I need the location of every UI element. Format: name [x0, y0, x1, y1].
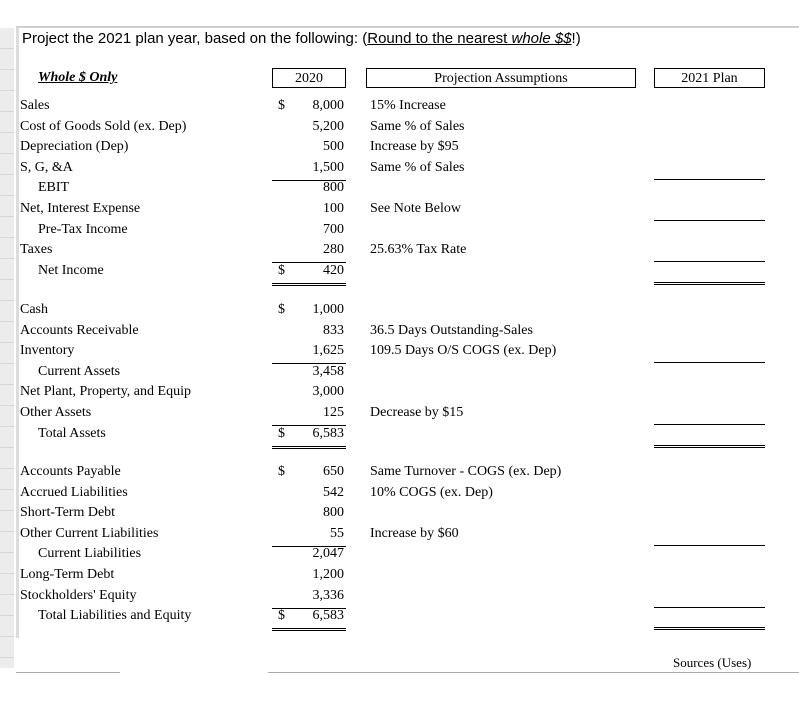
row-label: Current Assets [38, 363, 121, 379]
row-label: Cost of Goods Sold (ex. Dep) [20, 118, 187, 134]
row-label: Inventory [20, 343, 75, 359]
value-2020-cell[interactable] [272, 485, 346, 505]
row-label: Net Plant, Property, and Equip [20, 384, 191, 400]
row-label: Short-Term Debt [20, 505, 116, 521]
value-2020: 3,336 [312, 587, 344, 603]
row-label: Other Assets [20, 405, 92, 420]
assets-row [20, 343, 780, 363]
plan-2021-input-cell[interactable] [654, 445, 765, 448]
income-row [20, 242, 780, 262]
bottom-border-left [16, 672, 120, 673]
title-underlined: Round to the nearest whole $$ [367, 30, 572, 47]
liabilities-row [20, 485, 780, 505]
row-label: Accrued Liabilities [20, 484, 128, 500]
value-2020: 6,583 [312, 425, 344, 441]
row-label: Total Assets [38, 425, 106, 441]
value-2020: 650 [323, 464, 344, 479]
liabilities-row [20, 608, 780, 628]
income-row [20, 180, 780, 200]
value-2020: 500 [323, 139, 344, 155]
projection-assumption: Same % of Sales [370, 118, 465, 134]
row-label: Cash [20, 302, 48, 317]
value-2020-cell[interactable] [272, 505, 346, 525]
projection-assumptions-header: Projection Assumptions [366, 68, 636, 88]
instructions-title: Project the 2021 plan year, based on the following: (Round to the nearest whole $$!) [22, 30, 581, 47]
value-2020-cell[interactable] [272, 263, 346, 286]
row-label: Net Income [38, 262, 104, 278]
value-2020-cell[interactable] [272, 323, 346, 343]
value-2020-cell[interactable] [272, 201, 346, 221]
value-2020-cell[interactable] [272, 242, 346, 263]
value-2020: 833 [323, 322, 344, 338]
projection-assumption: 15% Increase [370, 98, 446, 113]
plan-2021-input-cell[interactable] [654, 627, 765, 630]
left-border [16, 28, 19, 638]
value-2020: 6,583 [312, 608, 344, 624]
value-2020-cell[interactable] [272, 588, 346, 609]
liabilities-row [20, 567, 780, 587]
value-2020-cell[interactable] [272, 180, 346, 200]
plan-2021-input-cell[interactable] [654, 282, 765, 285]
value-2020: 1,500 [312, 159, 344, 175]
projection-assumption: Decrease by $15 [370, 405, 464, 420]
value-2020: 800 [323, 505, 344, 521]
income-row [20, 263, 780, 283]
row-header-strip [0, 28, 14, 668]
income-row [20, 201, 780, 221]
value-2020-cell[interactable] [272, 98, 346, 118]
value-2020-cell[interactable] [272, 160, 346, 181]
value-2020: 5,200 [312, 118, 344, 134]
dollar-sign: $ [278, 608, 285, 624]
liabilities-row [20, 505, 780, 525]
year-2020-header: 2020 [272, 68, 346, 88]
value-2020-cell[interactable] [272, 222, 346, 242]
dollar-sign: $ [278, 425, 285, 441]
row-label: Accounts Receivable [20, 322, 139, 338]
dollar-sign: $ [278, 262, 285, 278]
assets-row [20, 323, 780, 343]
value-2020: 1,200 [312, 567, 344, 582]
projection-assumption: Increase by $95 [370, 139, 459, 155]
value-2020: 420 [323, 262, 344, 278]
income-row [20, 160, 780, 180]
liabilities-row [20, 526, 780, 546]
value-2020-cell[interactable] [272, 426, 346, 449]
liabilities-row [20, 588, 780, 608]
assets-row [20, 384, 780, 404]
liabilities-row [20, 464, 780, 484]
projection-assumption: Same Turnover - COGS (ex. Dep) [370, 464, 562, 479]
value-2020: 700 [323, 221, 344, 237]
projection-assumption: 36.5 Days Outstanding-Sales [370, 322, 533, 338]
value-2020-cell[interactable] [272, 343, 346, 364]
row-label: Sales [20, 98, 50, 113]
projection-assumption: 109.5 Days O/S COGS (ex. Dep) [370, 343, 557, 359]
whole-dollars-header: Whole $ Only [38, 70, 118, 85]
value-2020: 125 [323, 405, 344, 420]
value-2020-cell[interactable] [272, 364, 346, 384]
income-row [20, 98, 780, 118]
assets-row [20, 405, 780, 425]
value-2020: 280 [323, 242, 344, 258]
liabilities-row [20, 546, 780, 566]
projection-assumption: 10% COGS (ex. Dep) [370, 484, 493, 500]
value-2020: 1,625 [312, 343, 344, 359]
income-row [20, 119, 780, 139]
top-divider [16, 26, 799, 28]
value-2020-cell[interactable] [272, 567, 346, 587]
bottom-border-right [268, 672, 799, 673]
row-label: Pre-Tax Income [38, 221, 128, 237]
dollar-sign: $ [278, 464, 285, 479]
assets-row [20, 426, 780, 446]
value-2020: 8,000 [312, 98, 344, 113]
value-2020-cell[interactable] [272, 526, 346, 547]
sources-uses-label: Sources (Uses) [673, 655, 752, 670]
row-label: Stockholders' Equity [20, 587, 137, 603]
row-label: Current Liabilities [38, 546, 142, 562]
plan-2021-header: 2021 Plan [654, 68, 765, 88]
row-label: Net, Interest Expense [20, 201, 141, 216]
value-2020-cell[interactable] [272, 608, 346, 631]
income-row [20, 222, 780, 242]
value-2020-cell[interactable] [272, 119, 346, 139]
value-2020: 3,000 [312, 384, 344, 400]
row-label: Taxes [20, 242, 53, 258]
value-2020-cell[interactable] [272, 464, 346, 484]
row-label: S, G, &A [20, 159, 73, 175]
value-2020: 542 [323, 484, 344, 500]
row-label: Other Current Liabilities [20, 525, 159, 541]
value-2020: 100 [323, 201, 344, 216]
dollar-sign: $ [278, 98, 285, 113]
value-2020-cell[interactable] [272, 405, 346, 426]
row-label: Depreciation (Dep) [20, 139, 129, 155]
value-2020: 3,458 [312, 363, 344, 379]
projection-assumption: 25.63% Tax Rate [370, 242, 467, 258]
projection-assumption: Same % of Sales [370, 159, 465, 175]
value-2020-cell[interactable] [272, 384, 346, 404]
projection-assumption: See Note Below [370, 201, 461, 216]
assets-row [20, 302, 780, 322]
row-label: Total Liabilities and Equity [38, 608, 192, 624]
income-row [20, 139, 780, 159]
value-2020: 1,000 [312, 302, 344, 317]
value-2020-cell[interactable] [272, 139, 346, 159]
row-label: Long-Term Debt [20, 567, 115, 582]
value-2020: 2,047 [312, 546, 344, 562]
value-2020-cell[interactable] [272, 302, 346, 322]
assets-row [20, 364, 780, 384]
projection-assumption: Increase by $60 [370, 525, 459, 541]
value-2020: 800 [323, 180, 344, 196]
value-2020-cell[interactable] [272, 546, 346, 566]
row-label: EBIT [38, 180, 70, 196]
dollar-sign: $ [278, 302, 285, 317]
value-2020: 55 [330, 525, 344, 541]
row-label: Accounts Payable [20, 464, 121, 479]
